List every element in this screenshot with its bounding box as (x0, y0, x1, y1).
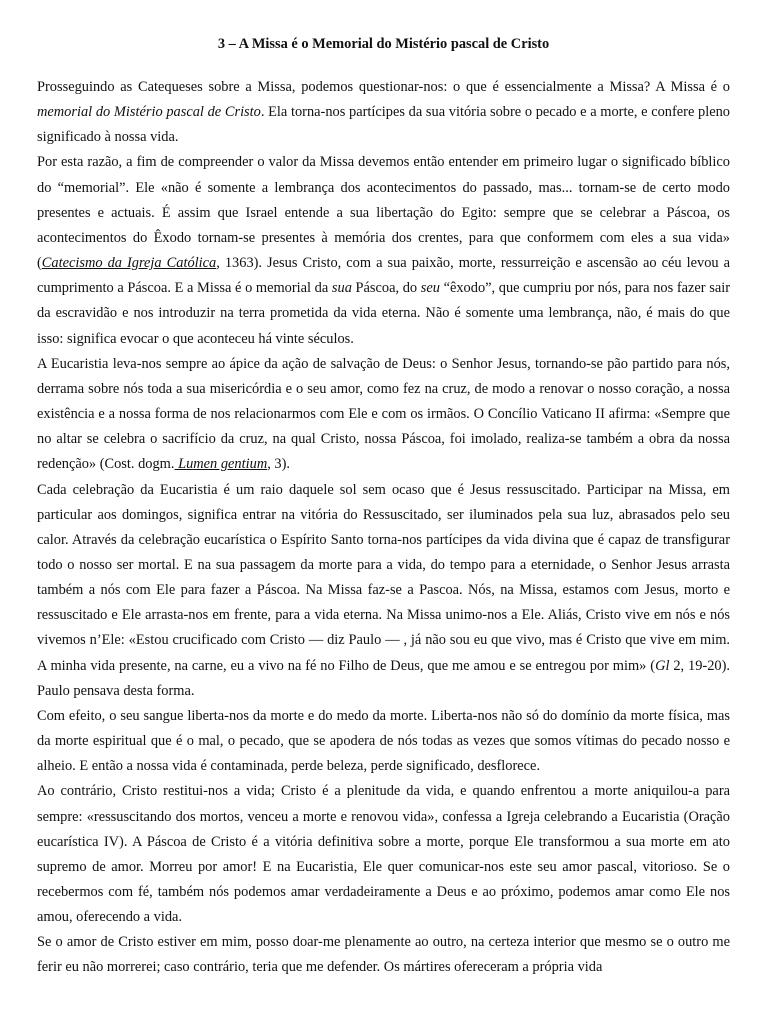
paragraph-5: Com efeito, o seu sangue liberta-nos da morte e do medo da morte. Liberta-nos não só do domínio da morte física, mas da morte espiritual que é o mal, o pecado, que se apodera de nós todas as vezes que somos vítimas do pecado nosso e alheio. E então a nossa vida é contaminada, perde beleza, perde significado, desflorece. (37, 707, 730, 775)
paragraph-2-text-g: “êxodo”, que cumpriu por nós, para nos fazer sair da escravidão e nos introduzir na terra prometida da vida eterna. Não é somente uma lembrança, não, é mais do que isso: significa evocar o que aconteceu há vinte séculos. (37, 280, 730, 347)
paragraph-3 (37, 352, 730, 478)
paragraph-4-text-c: 2, 19-20). Paulo pensava desta forma. (37, 657, 730, 699)
paragraph-2 (37, 150, 730, 351)
paragraph-3-text-c: , 3). (267, 456, 290, 473)
paragraph-6: Ao contrário, Cristo restitui-nos a vida; Cristo é a plenitude da vida, e quando enfrentou a morte aniquilou-a para sempre: «ressuscitando dos mortos, venceu a morte e renovou vida», confessa a Igreja celebrando a Eucaristia (Oração eucarística IV). A Páscoa de Cristo é a vitória definitiva sobre a morte, porque Ele transformou a sua morte em ato supremo de amor. Morreu por amor! E na Eucaristia, Ele quer comunicar-nos este seu amor pascal, vitorioso. Se o recebermos com fé, também nós podemos amar verdadeiramente a Deus e ao próximo, podemos amar como Ele nos amou, oferecendo a vida. (37, 783, 730, 926)
paragraph-2-text-e: Páscoa, do (351, 280, 421, 297)
paragraph-7: Se o amor de Cristo estiver em mim, posso doar-me plenamente ao outro, na certeza interior que mesmo se o outro me ferir eu não morrerei; caso contrário, teria que me defender. Os mártires ofereceram a própria vida (37, 934, 730, 976)
catecismo-link[interactable]: Catecismo da Igreja Católica (41, 255, 217, 272)
paragraph-1-text-a: Prosseguindo as Catequeses sobre a Missa, podemos questionar-nos: o que é essencialmente a Missa? A Missa é o (37, 79, 730, 95)
paragraph-4-italic-gl: Gl (655, 657, 670, 674)
document-page (37, 33, 730, 981)
paragraph-1 (37, 75, 730, 150)
paragraph-2-text-c: , 1363). Jesus Cristo, com a sua paixão, morte, ressurreição e ascensão ao céu levou a cumprimento a Páscoa. E a Missa é o memorial da (37, 255, 730, 297)
paragraph-4-text-a: Cada celebração da Eucaristia é um raio daquele sol sem ocaso que é Jesus ressuscitado. Participar na Missa, em particular aos domingos, significa entrar na vitória do Ressuscitado, ser iluminados pela sua luz, abrasados pelo seu calor. Através da celebração eucarística o Espírito Santo torna-nos partícipes da vida divina que é capaz de transfigurar todo o nosso ser mortal. E na sua passagem da morte para a vida, do tempo para a eternidade, o Senhor Jesus arrasta também a nós com Ele para fazer a Páscoa. Na Missa faz-se a Pascoa. Nós, na Missa, estamos com Jesus, morto e ressuscitado e Ele arrasta-nos em frente, para a vida eterna. Na Missa unimo-nos a Ele. Aliás, Cristo vive em nós e nós vivemos n’Ele: «Estou crucificado com Cristo — diz Paulo — , já não sou eu que vivo, mas é Cristo que vive em mim. A minha vida presente, na carne, eu a vivo na fé no Filho de Deus, que me amou e se entregou por mim» ( (37, 481, 730, 674)
paragraph-2-italic-sua: sua (331, 280, 352, 297)
paragraph-4 (37, 478, 730, 704)
paragraph-2-italic-seu: seu (420, 280, 440, 297)
paragraph-1-italic-memorial: memorial do Mistério pascal de Cristo (37, 104, 261, 121)
lumen-gentium-link[interactable]: Lumen gentium (174, 456, 268, 473)
paragraph-2-text-a: Por esta razão, a fim de compreender o valor da Missa devemos então entender em primeiro lugar o significado bíblico do “memorial”. Ele «não é somente a lembrança dos acontecimentos do passado, mas... tornam-se de certo modo presentes e actuais. É assim que Israel entende a sua libertação do Egito: sempre que se celebrar a Páscoa, os acontecimentos do Êxodo tornam-se presentes à memória dos crentes, para que conformem com eles a sua vida» ( (37, 154, 730, 272)
document-title: 3 – A Missa é o Memorial do Mistério pascal de Cristo (217, 36, 550, 52)
paragraph-3-text-a: A Eucaristia leva-nos sempre ao ápice da ação de salvação de Deus: o Senhor Jesus, tornando-se pão partido para nós, derrama sobre nós toda a sua misericórdia e o seu amor, como fez na cruz, de modo a renovar o nosso coração, a nossa existência e a nossa forma de nos relacionarmos com Ele e com os irmãos. O Concílio Vaticano II afirma: «Sempre que no altar se celebra o sacrifício da cruz, na qual Cristo, nossa Páscoa, foi imolado, realiza-se também a obra da nossa redenção» (Cost. dogm. (37, 355, 730, 473)
paragraph-1-text-c: . Ela torna-nos partícipes da sua vitória sobre o pecado e a morte, e confere pleno significado à nossa vida. (37, 104, 730, 146)
